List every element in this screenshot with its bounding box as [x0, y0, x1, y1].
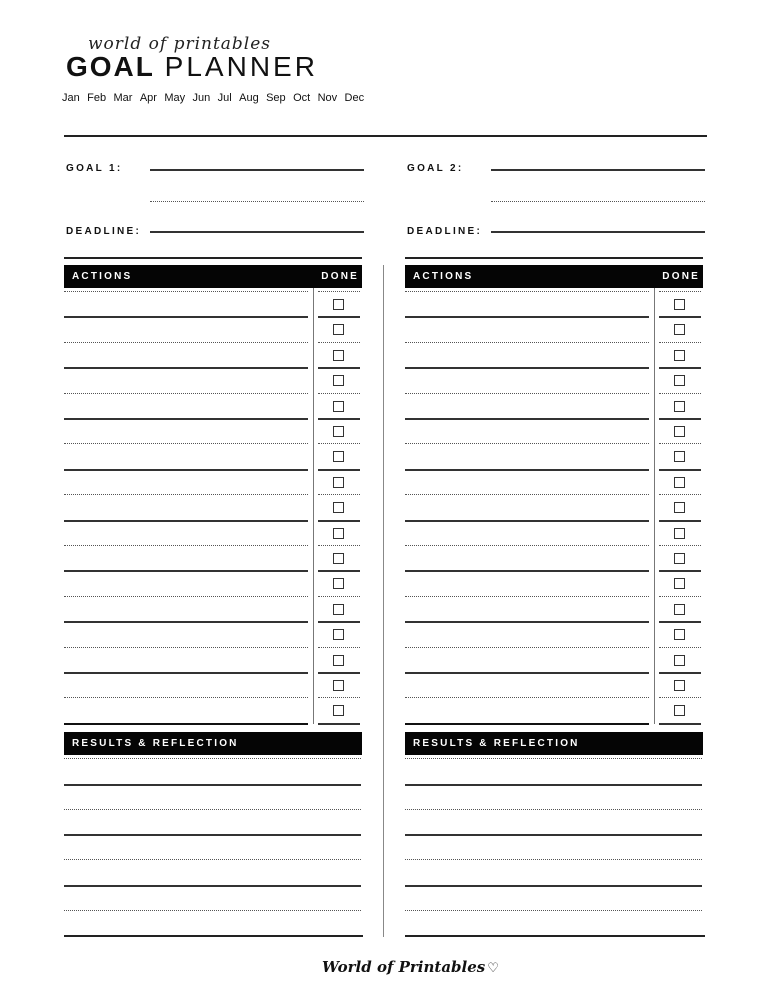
done-row-line	[318, 342, 360, 343]
month-nov[interactable]: Nov	[317, 92, 338, 104]
month-may[interactable]: May	[164, 92, 186, 104]
month-list	[62, 92, 371, 104]
done-row-line	[659, 316, 701, 318]
month-jul[interactable]: Jul	[217, 92, 232, 104]
reflection-bottom-rule	[405, 935, 705, 937]
action-row-17[interactable]	[405, 699, 649, 720]
action-row-11[interactable]	[405, 547, 649, 568]
action-row-5[interactable]	[405, 395, 649, 416]
done-row-line	[659, 723, 701, 725]
done-checkbox[interactable]	[674, 578, 685, 589]
done-row-line	[318, 621, 360, 623]
action-row-2[interactable]	[405, 318, 649, 339]
done-checkbox[interactable]	[674, 655, 685, 666]
done-checkbox[interactable]	[333, 324, 344, 335]
done-checkbox[interactable]	[674, 528, 685, 539]
footer-brand	[322, 958, 499, 976]
done-row-line	[659, 469, 701, 471]
deadline-1-label: DEADLINE:	[66, 226, 142, 237]
goal-2-input-line[interactable]	[491, 169, 705, 171]
action-row-14[interactable]	[64, 623, 308, 644]
action-row-line	[64, 647, 308, 648]
action-row-line	[64, 342, 308, 343]
action-row-11[interactable]	[64, 547, 308, 568]
action-row-5[interactable]	[64, 395, 308, 416]
brand-script-logo: world of printables	[88, 34, 272, 54]
actions-header-2	[405, 265, 703, 288]
done-checkbox[interactable]	[333, 655, 344, 666]
done-checkbox[interactable]	[674, 350, 685, 361]
actions-done-divider	[313, 288, 314, 724]
reflection-line[interactable]	[405, 910, 702, 911]
goal-1-input-line-2[interactable]	[150, 201, 364, 202]
goal-2-label: GOAL 2:	[407, 163, 464, 174]
month-jan[interactable]: Jan	[62, 92, 80, 104]
action-row-1[interactable]	[405, 293, 649, 314]
results-header-1	[64, 732, 362, 755]
done-row-line	[659, 393, 701, 394]
done-checkbox[interactable]	[333, 502, 344, 513]
title-bold: GOAL	[66, 51, 155, 82]
month-aug[interactable]: Aug	[239, 92, 259, 104]
action-row-line	[64, 545, 308, 546]
done-checkbox[interactable]	[674, 477, 685, 488]
action-row-line	[64, 596, 308, 597]
action-row-line	[405, 723, 649, 725]
deadline-2-label: DEADLINE:	[407, 226, 483, 237]
done-row-line	[318, 647, 360, 648]
done-checkbox[interactable]	[333, 299, 344, 310]
action-row-17[interactable]	[64, 699, 308, 720]
reflection-line[interactable]	[405, 809, 702, 810]
action-row-10[interactable]	[64, 522, 308, 543]
done-row-line	[318, 316, 360, 318]
action-row-line	[64, 697, 308, 698]
done-row-line	[318, 545, 360, 546]
top-divider	[64, 135, 707, 137]
done-checkbox[interactable]	[333, 680, 344, 691]
results-header-label: RESULTS & REFLECTION	[413, 738, 580, 749]
done-checkbox[interactable]	[333, 528, 344, 539]
done-row-line	[659, 697, 701, 698]
done-checkbox[interactable]	[333, 401, 344, 412]
done-row-line	[659, 545, 701, 546]
reflection-line[interactable]	[64, 784, 361, 786]
action-row-line	[64, 393, 308, 394]
done-row-line	[318, 570, 360, 572]
done-row-line	[318, 520, 360, 522]
reflection-line[interactable]	[405, 758, 702, 759]
action-row-line	[405, 443, 649, 444]
deadline-1-input-line[interactable]	[150, 231, 364, 233]
done-checkbox[interactable]	[333, 578, 344, 589]
month-feb[interactable]: Feb	[87, 92, 107, 104]
done-row-line	[659, 367, 701, 369]
done-row-line	[659, 443, 701, 444]
done-checkbox[interactable]	[333, 553, 344, 564]
action-row-9[interactable]	[405, 496, 649, 517]
page-title	[66, 52, 318, 82]
action-row-12[interactable]	[64, 572, 308, 593]
month-oct[interactable]: Oct	[293, 92, 311, 104]
actions-done-divider	[654, 288, 655, 724]
reflection-line[interactable]	[64, 834, 361, 836]
done-checkbox[interactable]	[674, 299, 685, 310]
done-row-line	[318, 723, 360, 725]
action-row-15[interactable]	[64, 649, 308, 670]
reflection-line[interactable]	[64, 758, 361, 759]
footer-brand-text: World of Printables	[322, 958, 486, 976]
action-row-6[interactable]	[64, 420, 308, 441]
done-row-line	[659, 494, 701, 495]
done-row-line	[318, 672, 360, 674]
month-apr[interactable]: Apr	[139, 92, 157, 104]
done-checkbox[interactable]	[674, 604, 685, 615]
reflection-line[interactable]	[64, 859, 361, 860]
reflection-line[interactable]	[405, 885, 702, 887]
reflection-bottom-rule	[64, 935, 363, 937]
done-checkbox[interactable]	[674, 553, 685, 564]
done-row-line	[659, 342, 701, 343]
done-checkbox[interactable]	[333, 451, 344, 462]
action-row-12[interactable]	[405, 572, 649, 593]
done-row-line	[318, 469, 360, 471]
reflection-line[interactable]	[405, 859, 702, 860]
done-header-label: DONE	[321, 271, 359, 282]
done-checkbox[interactable]	[333, 477, 344, 488]
action-row-1[interactable]	[64, 293, 308, 314]
action-row-line	[405, 393, 649, 394]
done-row-line	[659, 596, 701, 597]
center-divider	[383, 265, 384, 937]
action-row-3[interactable]	[405, 344, 649, 365]
done-row-line	[318, 494, 360, 495]
done-checkbox[interactable]	[674, 375, 685, 386]
action-row-10[interactable]	[405, 522, 649, 543]
done-checkbox[interactable]	[674, 680, 685, 691]
action-row-9[interactable]	[64, 496, 308, 517]
done-checkbox[interactable]	[333, 426, 344, 437]
done-row-line	[659, 621, 701, 623]
action-row-line	[64, 723, 308, 725]
action-row-7[interactable]	[64, 445, 308, 466]
done-checkbox[interactable]	[333, 629, 344, 640]
heart-icon: ♡	[487, 961, 499, 976]
done-row-line	[659, 647, 701, 648]
action-row-line	[405, 342, 649, 343]
month-mar[interactable]: Mar	[113, 92, 133, 104]
action-row-4[interactable]	[405, 369, 649, 390]
title-light: PLANNER	[164, 51, 318, 82]
action-row-16[interactable]	[64, 674, 308, 695]
action-row-2[interactable]	[64, 318, 308, 339]
done-row-line	[318, 291, 360, 292]
action-row-line	[405, 291, 649, 292]
actions-header-label: ACTIONS	[72, 271, 133, 282]
action-row-line	[64, 291, 308, 292]
results-header-2	[405, 732, 703, 755]
goal-1-input-line[interactable]	[150, 169, 364, 171]
action-row-line	[64, 443, 308, 444]
action-row-line	[405, 647, 649, 648]
action-row-16[interactable]	[405, 674, 649, 695]
action-row-8[interactable]	[405, 471, 649, 492]
action-row-15[interactable]	[405, 649, 649, 670]
done-row-line	[318, 596, 360, 597]
done-checkbox[interactable]	[333, 604, 344, 615]
goal-1-label: GOAL 1:	[66, 163, 123, 174]
results-header-label: RESULTS & REFLECTION	[72, 738, 239, 749]
done-checkbox[interactable]	[674, 401, 685, 412]
action-row-14[interactable]	[405, 623, 649, 644]
goal-1-section-divider	[64, 257, 362, 259]
done-row-line	[659, 291, 701, 292]
action-row-line	[405, 596, 649, 597]
month-sep[interactable]: Sep	[266, 92, 286, 104]
reflection-line[interactable]	[405, 784, 702, 786]
reflection-line[interactable]	[64, 809, 361, 810]
action-row-6[interactable]	[405, 420, 649, 441]
deadline-2-input-line[interactable]	[491, 231, 705, 233]
done-row-line	[318, 367, 360, 369]
done-checkbox[interactable]	[333, 350, 344, 361]
actions-header-label: ACTIONS	[413, 271, 474, 282]
reflection-line[interactable]	[64, 910, 361, 911]
goal-2-input-line-2[interactable]	[491, 201, 705, 202]
action-row-4[interactable]	[64, 369, 308, 390]
done-checkbox[interactable]	[333, 705, 344, 716]
action-row-13[interactable]	[64, 598, 308, 619]
done-row-line	[659, 418, 701, 420]
goal-2-section-divider	[405, 257, 703, 259]
done-checkbox[interactable]	[333, 375, 344, 386]
done-row-line	[318, 393, 360, 394]
action-row-8[interactable]	[64, 471, 308, 492]
done-checkbox[interactable]	[674, 324, 685, 335]
action-row-line	[64, 494, 308, 495]
done-checkbox[interactable]	[674, 705, 685, 716]
actions-header-1	[64, 265, 362, 288]
action-row-line	[405, 697, 649, 698]
action-row-line	[405, 494, 649, 495]
done-row-line	[318, 697, 360, 698]
action-row-line	[405, 545, 649, 546]
done-checkbox[interactable]	[674, 629, 685, 640]
action-row-7[interactable]	[405, 445, 649, 466]
month-jun[interactable]: Jun	[192, 92, 211, 104]
done-checkbox[interactable]	[674, 451, 685, 462]
done-row-line	[318, 443, 360, 444]
reflection-line[interactable]	[405, 834, 702, 836]
done-checkbox[interactable]	[674, 426, 685, 437]
action-row-3[interactable]	[64, 344, 308, 365]
reflection-line[interactable]	[64, 885, 361, 887]
month-dec[interactable]: Dec	[344, 92, 365, 104]
done-row-line	[318, 418, 360, 420]
done-row-line	[659, 570, 701, 572]
done-row-line	[659, 520, 701, 522]
done-row-line	[659, 672, 701, 674]
action-row-13[interactable]	[405, 598, 649, 619]
done-header-label: DONE	[662, 271, 700, 282]
done-checkbox[interactable]	[674, 502, 685, 513]
